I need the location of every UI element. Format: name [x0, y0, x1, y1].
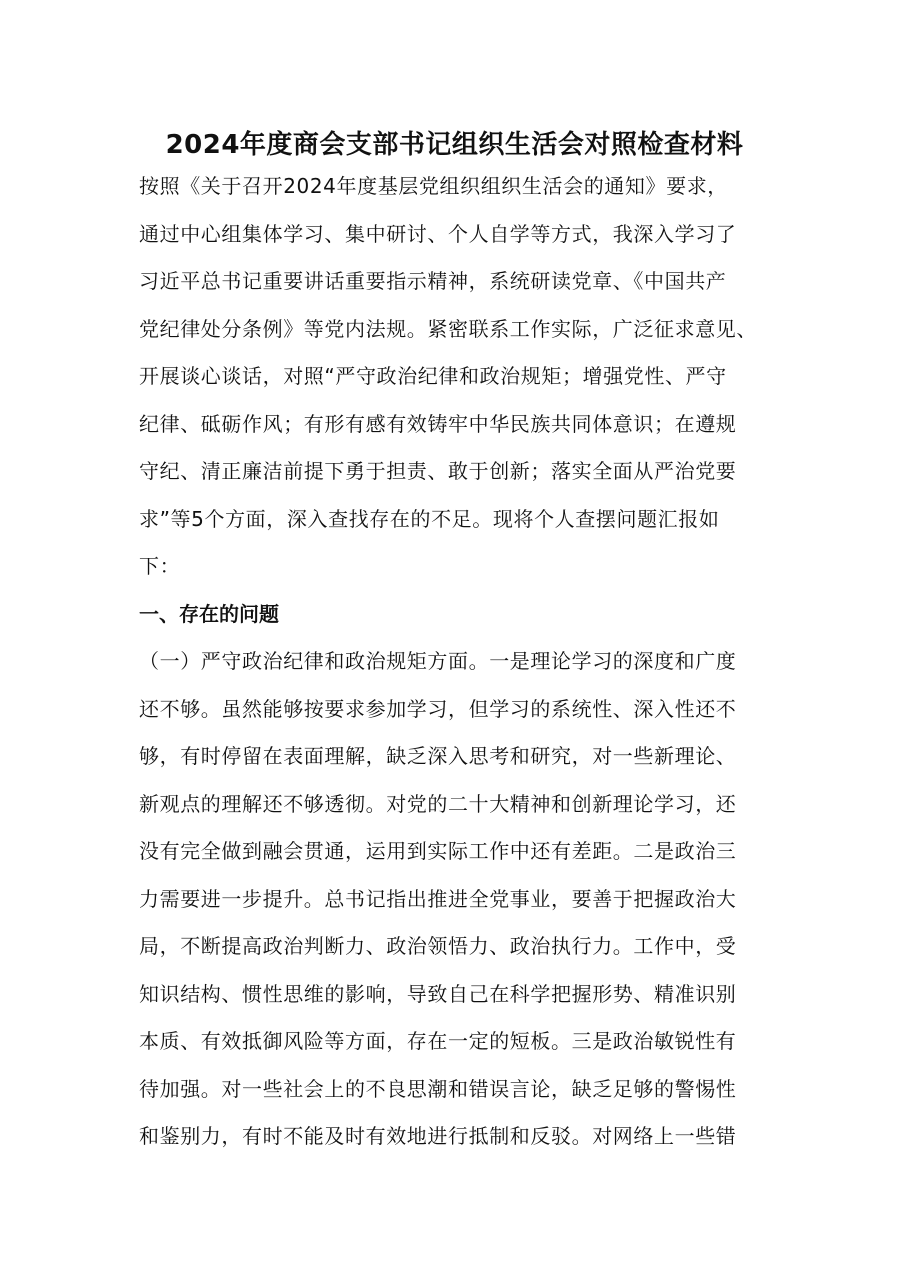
document-title: 2024年度商会支部书记组织生活会对照检查材料 — [165, 130, 744, 160]
paragraph-line: 党纪律处分条例》等党内法规。紧密联系工作实际，广泛征求意见、 — [139, 317, 757, 341]
paragraph-line: 下： — [139, 554, 181, 578]
paragraph-line: （一）严守政治纪律和政治规矩方面。一是理论学习的深度和广度 — [139, 649, 737, 673]
paragraph-line: 和鉴别力，有时不能及时有效地进行抵制和反驳。对网络上一些错 — [139, 1124, 737, 1148]
paragraph-line: 求”等5个方面，深入查找存在的不足。现将个人查摆问题汇报如 — [139, 507, 720, 531]
paragraph-line: 局，不断提高政治判断力、政治领悟力、政治执行力。工作中，受 — [139, 934, 737, 958]
paragraph-line: 按照《关于召开2024年度基层党组织组织生活会的通知》要求， — [139, 174, 728, 198]
paragraph-line: 通过中心组集体学习、集中研讨、个人自学等方式，我深入学习了 — [139, 222, 737, 246]
paragraph-line: 习近平总书记重要讲话重要指示精神，系统研读党章、《中国共产 — [139, 269, 727, 293]
paragraph-line: 开展谈心谈话，对照“严守政治纪律和政治规矩；增强党性、严守 — [139, 364, 727, 388]
paragraph-line: 待加强。对一些社会上的不良思潮和错误言论，缺乏足够的警惕性 — [139, 1077, 737, 1101]
paragraph-line: 知识结构、惯性思维的影响，导致自己在科学把握形势、精准识别 — [139, 982, 737, 1006]
paragraph-line: 守纪、清正廉洁前提下勇于担责、敢于创新；落实全面从严治党要 — [139, 459, 737, 483]
paragraph-line: 没有完全做到融会贯通，运用到实际工作中还有差距。二是政治三 — [139, 839, 737, 863]
paragraph-line: 还不够。虽然能够按要求参加学习，但学习的系统性、深入性还不 — [139, 697, 737, 721]
section-heading: 一、存在的问题 — [139, 602, 279, 626]
paragraph-line: 够，有时停留在表面理解，缺乏深入思考和研究，对一些新理论、 — [139, 744, 737, 768]
paragraph-line: 纪律、砥砺作风；有形有感有效铸牢中华民族共同体意识；在遵规 — [139, 412, 737, 436]
paragraph-line: 力需要进一步提升。总书记指出推进全党事业，要善于把握政治大 — [139, 887, 737, 911]
paragraph-line: 本质、有效抵御风险等方面，存在一定的短板。三是政治敏锐性有 — [139, 1029, 737, 1053]
paragraph-line: 新观点的理解还不够透彻。对党的二十大精神和创新理论学习，还 — [139, 792, 737, 816]
